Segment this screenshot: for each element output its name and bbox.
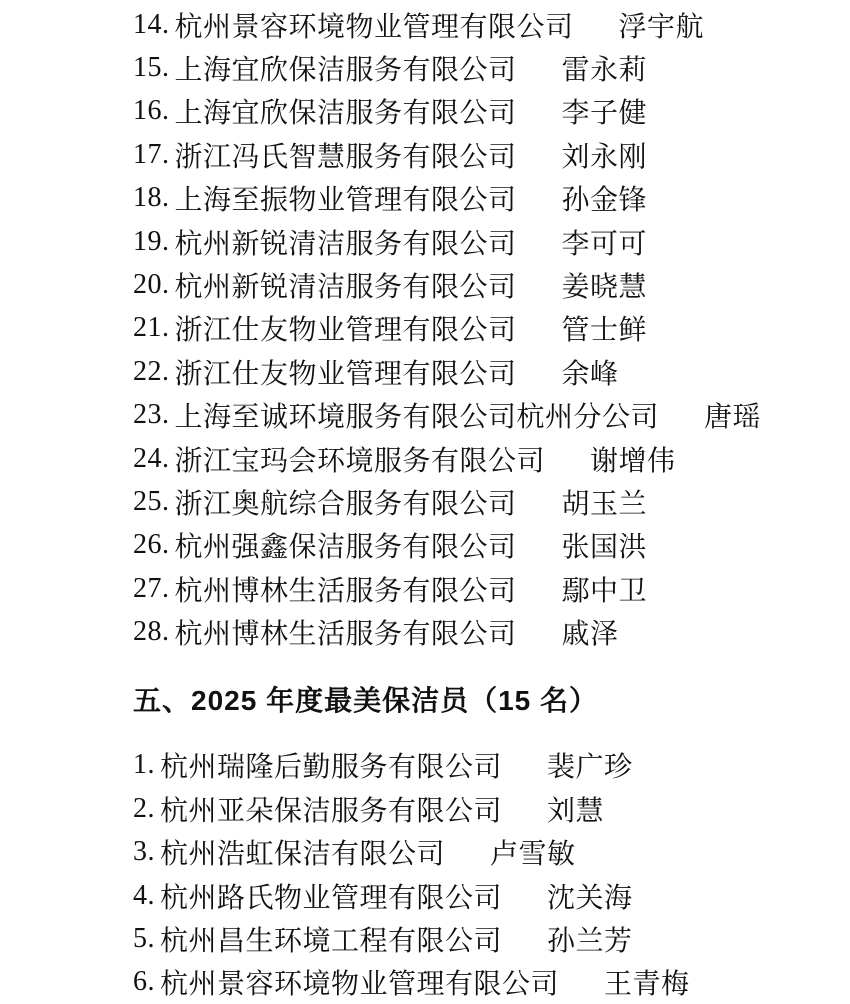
item-number: 23. [133, 399, 170, 431]
section-5-best-cleaners [133, 677, 830, 1004]
list-item [133, 90, 830, 133]
list-item [133, 917, 830, 960]
list-item [133, 744, 830, 787]
list-item [133, 831, 830, 874]
list-item [133, 350, 830, 393]
company-name: 浙江奥航综合服务有限公司 [174, 488, 517, 520]
company-name: 浙江宝玛会环境服务有限公司 [174, 445, 546, 477]
item-number: 19. [133, 225, 170, 257]
item-number: 20. [133, 269, 170, 301]
section-5-rows [133, 744, 830, 1004]
list-item [133, 263, 830, 306]
list-item [133, 524, 830, 567]
company-name: 杭州博林生活服务有限公司 [174, 575, 517, 607]
company-name: 杭州新锐清洁服务有限公司 [174, 272, 517, 304]
item-number: 28. [133, 616, 170, 648]
item-number: 3. [133, 836, 155, 868]
awardee-name: 余峰 [561, 358, 619, 390]
company-name: 杭州博林生活服务有限公司 [174, 619, 517, 651]
award-list-continued [133, 3, 830, 654]
awardee-name: 胡玉兰 [561, 488, 648, 520]
company-name: 杭州新锐清洁服务有限公司 [174, 228, 517, 260]
award-list-continued-rows [133, 3, 830, 654]
item-number: 27. [133, 572, 170, 604]
company-name: 杭州景容环境物业管理有限公司 [160, 969, 560, 1001]
item-number: 21. [133, 312, 170, 344]
awardee-name: 李可可 [561, 228, 648, 260]
list-item [133, 3, 830, 46]
list-item [133, 567, 830, 610]
awardee-name: 鄢中卫 [561, 575, 648, 607]
item-number: 18. [133, 182, 170, 214]
list-item [133, 961, 830, 1004]
company-name: 浙江仕友物业管理有限公司 [174, 358, 517, 390]
item-number: 14. [133, 8, 170, 40]
awardee-name: 李子健 [561, 98, 648, 130]
company-name: 杭州浩虹保洁有限公司 [160, 839, 446, 871]
item-number: 17. [133, 138, 170, 170]
company-name: 杭州路氏物业管理有限公司 [160, 882, 503, 914]
company-name: 上海宜欣保洁服务有限公司 [174, 98, 517, 130]
company-name: 杭州昌生环境工程有限公司 [160, 925, 503, 957]
item-number: 6. [133, 966, 155, 998]
item-number: 5. [133, 922, 155, 954]
list-item [133, 307, 830, 350]
company-name: 杭州瑞隆后勤服务有限公司 [160, 752, 503, 784]
list-item [133, 46, 830, 89]
company-name: 杭州强鑫保洁服务有限公司 [174, 532, 517, 564]
company-name: 浙江仕友物业管理有限公司 [174, 315, 517, 347]
company-name: 杭州景容环境物业管理有限公司 [174, 11, 574, 43]
item-number: 2. [133, 792, 155, 824]
list-item [133, 133, 830, 176]
awardee-name: 孙兰芳 [547, 925, 633, 957]
item-number: 22. [133, 355, 170, 387]
list-item [133, 787, 830, 830]
awardee-name: 谢增伟 [590, 445, 676, 477]
awardee-name: 戚泽 [561, 619, 619, 651]
list-item [133, 480, 830, 523]
item-number: 4. [133, 879, 155, 911]
awardee-name: 刘慧 [547, 795, 605, 827]
awardee-name: 雷永莉 [561, 55, 648, 87]
awardee-name: 卢雪敏 [490, 839, 576, 871]
company-name: 浙江冯氏智慧服务有限公司 [174, 141, 517, 173]
awardee-name: 王青梅 [604, 969, 690, 1001]
awardee-name: 管士鲜 [561, 315, 648, 347]
list-item [133, 437, 830, 480]
list-item [133, 874, 830, 917]
item-number: 24. [133, 442, 170, 474]
awardee-name: 沈关海 [547, 882, 633, 914]
list-item [133, 610, 830, 653]
list-item [133, 177, 830, 220]
item-number: 15. [133, 52, 170, 84]
company-name: 上海至振物业管理有限公司 [174, 185, 517, 217]
awardee-name: 浮宇航 [618, 11, 705, 43]
awardee-name: 唐瑶 [704, 402, 762, 434]
awardee-name: 裴广珍 [547, 752, 633, 784]
item-number: 25. [133, 485, 170, 517]
awardee-name: 刘永刚 [561, 141, 648, 173]
awardee-name: 姜晓慧 [561, 272, 648, 304]
company-name: 上海宜欣保洁服务有限公司 [174, 55, 517, 87]
item-number: 16. [133, 95, 170, 127]
awardee-name: 孙金锋 [561, 185, 648, 217]
company-name: 杭州亚朵保洁服务有限公司 [160, 795, 503, 827]
awardee-name: 张国洪 [561, 532, 648, 564]
item-number: 26. [133, 529, 170, 561]
company-name: 上海至诚环境服务有限公司杭州分公司 [174, 402, 660, 434]
list-item [133, 220, 830, 263]
section-5-heading: 五、2025 年度最美保洁员（15 名） [133, 684, 598, 716]
list-item [133, 394, 830, 437]
item-number: 1. [133, 749, 155, 781]
